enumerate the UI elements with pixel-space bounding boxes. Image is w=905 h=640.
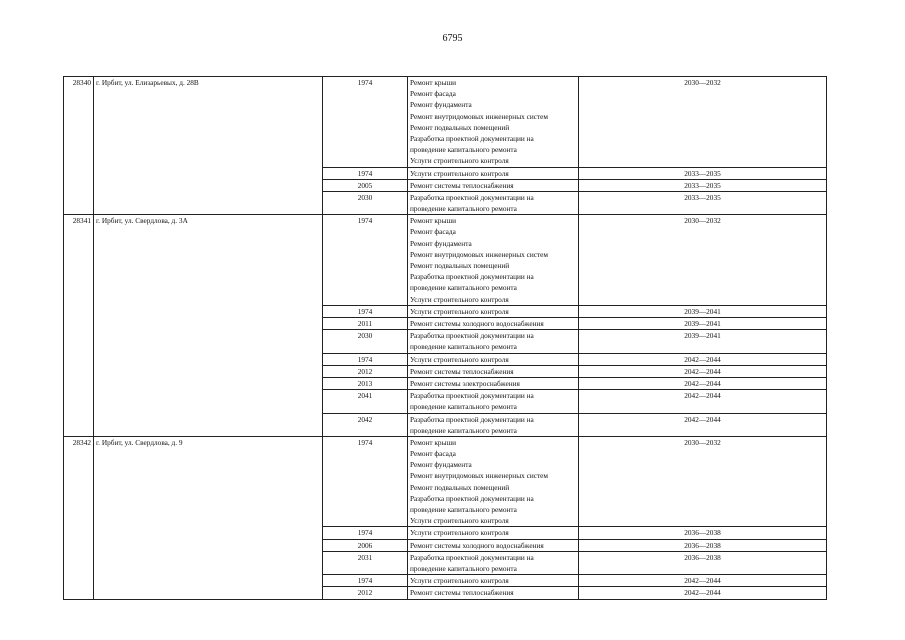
table-row <box>64 436 827 527</box>
object-address: г. Ирбит, ул. Свердлова, д. 9 <box>94 436 323 599</box>
planned-period: 2042—2044 <box>579 353 827 365</box>
work-types <box>408 390 579 413</box>
work-type-line: Разработка проектной документации на <box>410 391 534 401</box>
work-types <box>408 167 579 179</box>
planned-period: 2042—2044 <box>579 587 827 599</box>
planned-period: 2039—2041 <box>579 330 827 353</box>
work-type-line: Ремонт внутридомовых инженерных систем <box>410 249 549 259</box>
work-type-line: Ремонт системы холодного водоснабжения <box>410 318 544 328</box>
work-type-line: Ремонт системы теплоснабжения <box>410 180 514 190</box>
table-row <box>64 77 827 168</box>
work-types <box>408 305 579 317</box>
work-types <box>408 377 579 389</box>
work-type-line: Разработка проектной документации на <box>410 331 534 341</box>
work-type-line: Ремонт фасада <box>410 227 456 237</box>
object-id: 28342 <box>64 436 94 599</box>
work-types <box>408 539 579 551</box>
commissioning-year: 1974 <box>323 215 408 306</box>
work-type-line: Разработка проектной документации на <box>410 414 534 424</box>
planned-period: 2042—2044 <box>579 377 827 389</box>
work-type-line: Услуги строительного контроля <box>410 354 509 364</box>
planned-period: 2036—2038 <box>579 539 827 551</box>
work-type-line: Ремонт крыши <box>410 78 457 87</box>
planned-period: 2042—2044 <box>579 365 827 377</box>
work-type-line: Ремонт подвальных помещений <box>410 482 510 492</box>
planned-period: 2030—2032 <box>579 77 827 168</box>
planned-period: 2042—2044 <box>579 575 827 587</box>
work-type-line: Разработка проектной документации на <box>410 192 534 202</box>
commissioning-year: 1974 <box>323 167 408 179</box>
work-types <box>408 575 579 587</box>
work-type-line: Ремонт крыши <box>410 437 457 447</box>
work-type-line: проведение капитального ремонта <box>410 564 517 574</box>
work-type-line: Разработка проектной документации на <box>410 552 534 562</box>
work-type-line: Ремонт системы электроснабжения <box>410 378 520 388</box>
work-type-line: Услуги строительного контроля <box>410 294 509 304</box>
table-row <box>64 215 827 306</box>
work-types <box>408 330 579 353</box>
work-type-line: Ремонт системы холодного водоснабжения <box>410 540 544 550</box>
work-type-line: проведение капитального ремонта <box>410 342 517 352</box>
work-type-line: Ремонт фундамента <box>410 460 472 470</box>
work-type-line: проведение капитального ремонта <box>410 283 517 293</box>
work-type-line: Ремонт фасада <box>410 89 456 99</box>
object-address: г. Ирбит, ул. Свердлова, д. 3А <box>94 215 323 437</box>
commissioning-year: 1974 <box>323 77 408 168</box>
planned-period: 2033—2035 <box>579 167 827 179</box>
work-type-line: Ремонт фундамента <box>410 100 472 110</box>
capital-repair-table <box>63 76 827 600</box>
work-type-line: проведение капитального ремонта <box>410 402 517 412</box>
work-type-line: Услуги строительного контроля <box>410 516 509 526</box>
work-type-line: проведение капитального ремонта <box>410 425 517 435</box>
commissioning-year: 1974 <box>323 575 408 587</box>
work-type-line: проведение капитального ремонта <box>410 204 517 214</box>
planned-period: 2033—2035 <box>579 179 827 191</box>
planned-period: 2042—2044 <box>579 413 827 436</box>
object-address: г. Ирбит, ул. Елизарьевых, д. 28В <box>94 77 323 215</box>
work-types <box>408 436 579 527</box>
work-types <box>408 353 579 365</box>
planned-period: 2036—2038 <box>579 527 827 539</box>
work-type-line: Разработка проектной документации на <box>410 493 534 503</box>
commissioning-year: 2012 <box>323 587 408 599</box>
work-type-line: Услуги строительного контроля <box>410 156 509 166</box>
work-type-line: проведение капитального ремонта <box>410 145 517 155</box>
commissioning-year: 2011 <box>323 317 408 329</box>
work-type-line: Ремонт системы теплоснабжения <box>410 366 514 376</box>
work-types <box>408 317 579 329</box>
work-type-line: Ремонт подвальных помещений <box>410 122 510 132</box>
planned-period: 2036—2038 <box>579 551 827 574</box>
work-type-line: Ремонт фундамента <box>410 238 472 248</box>
commissioning-year: 1974 <box>323 305 408 317</box>
work-types <box>408 551 579 574</box>
planned-period: 2030—2032 <box>579 436 827 527</box>
commissioning-year: 2013 <box>323 377 408 389</box>
page-number: 6795 <box>442 33 463 44</box>
work-type-line: Услуги строительного контроля <box>410 306 509 316</box>
work-type-line: Ремонт крыши <box>410 216 457 226</box>
work-types <box>408 587 579 599</box>
work-type-line: Ремонт подвальных помещений <box>410 261 510 271</box>
commissioning-year: 2006 <box>323 539 408 551</box>
work-type-line: Ремонт фасада <box>410 449 456 459</box>
work-types <box>408 179 579 191</box>
commissioning-year: 1974 <box>323 527 408 539</box>
work-type-line: Услуги строительного контроля <box>410 576 509 586</box>
commissioning-year: 2041 <box>323 390 408 413</box>
table-body <box>64 77 827 600</box>
commissioning-year: 2031 <box>323 551 408 574</box>
commissioning-year: 2012 <box>323 365 408 377</box>
work-types <box>408 215 579 306</box>
work-types <box>408 413 579 436</box>
commissioning-year: 2030 <box>323 330 408 353</box>
work-type-line: Ремонт внутридомовых инженерных систем <box>410 111 549 121</box>
commissioning-year: 2005 <box>323 179 408 191</box>
planned-period: 2033—2035 <box>579 191 827 214</box>
commissioning-year: 2042 <box>323 413 408 436</box>
commissioning-year: 2030 <box>323 191 408 214</box>
work-type-line: Ремонт системы теплоснабжения <box>410 588 514 598</box>
object-id: 28341 <box>64 215 94 437</box>
commissioning-year: 1974 <box>323 436 408 527</box>
planned-period: 2039—2041 <box>579 305 827 317</box>
work-type-line: проведение капитального ремонта <box>410 505 517 515</box>
work-type-line: Услуги строительного контроля <box>410 528 509 538</box>
work-type-line: Услуги строительного контроля <box>410 168 509 178</box>
work-types <box>408 365 579 377</box>
work-type-line: Разработка проектной документации на <box>410 272 534 282</box>
work-types <box>408 77 579 168</box>
commissioning-year: 1974 <box>323 353 408 365</box>
work-type-line: Разработка проектной документации на <box>410 133 534 143</box>
planned-period: 2030—2032 <box>579 215 827 306</box>
work-types <box>408 527 579 539</box>
planned-period: 2039—2041 <box>579 317 827 329</box>
object-id: 28340 <box>64 77 94 215</box>
work-type-line: Ремонт внутридомовых инженерных систем <box>410 471 549 481</box>
work-types <box>408 191 579 214</box>
planned-period: 2042—2044 <box>579 390 827 413</box>
